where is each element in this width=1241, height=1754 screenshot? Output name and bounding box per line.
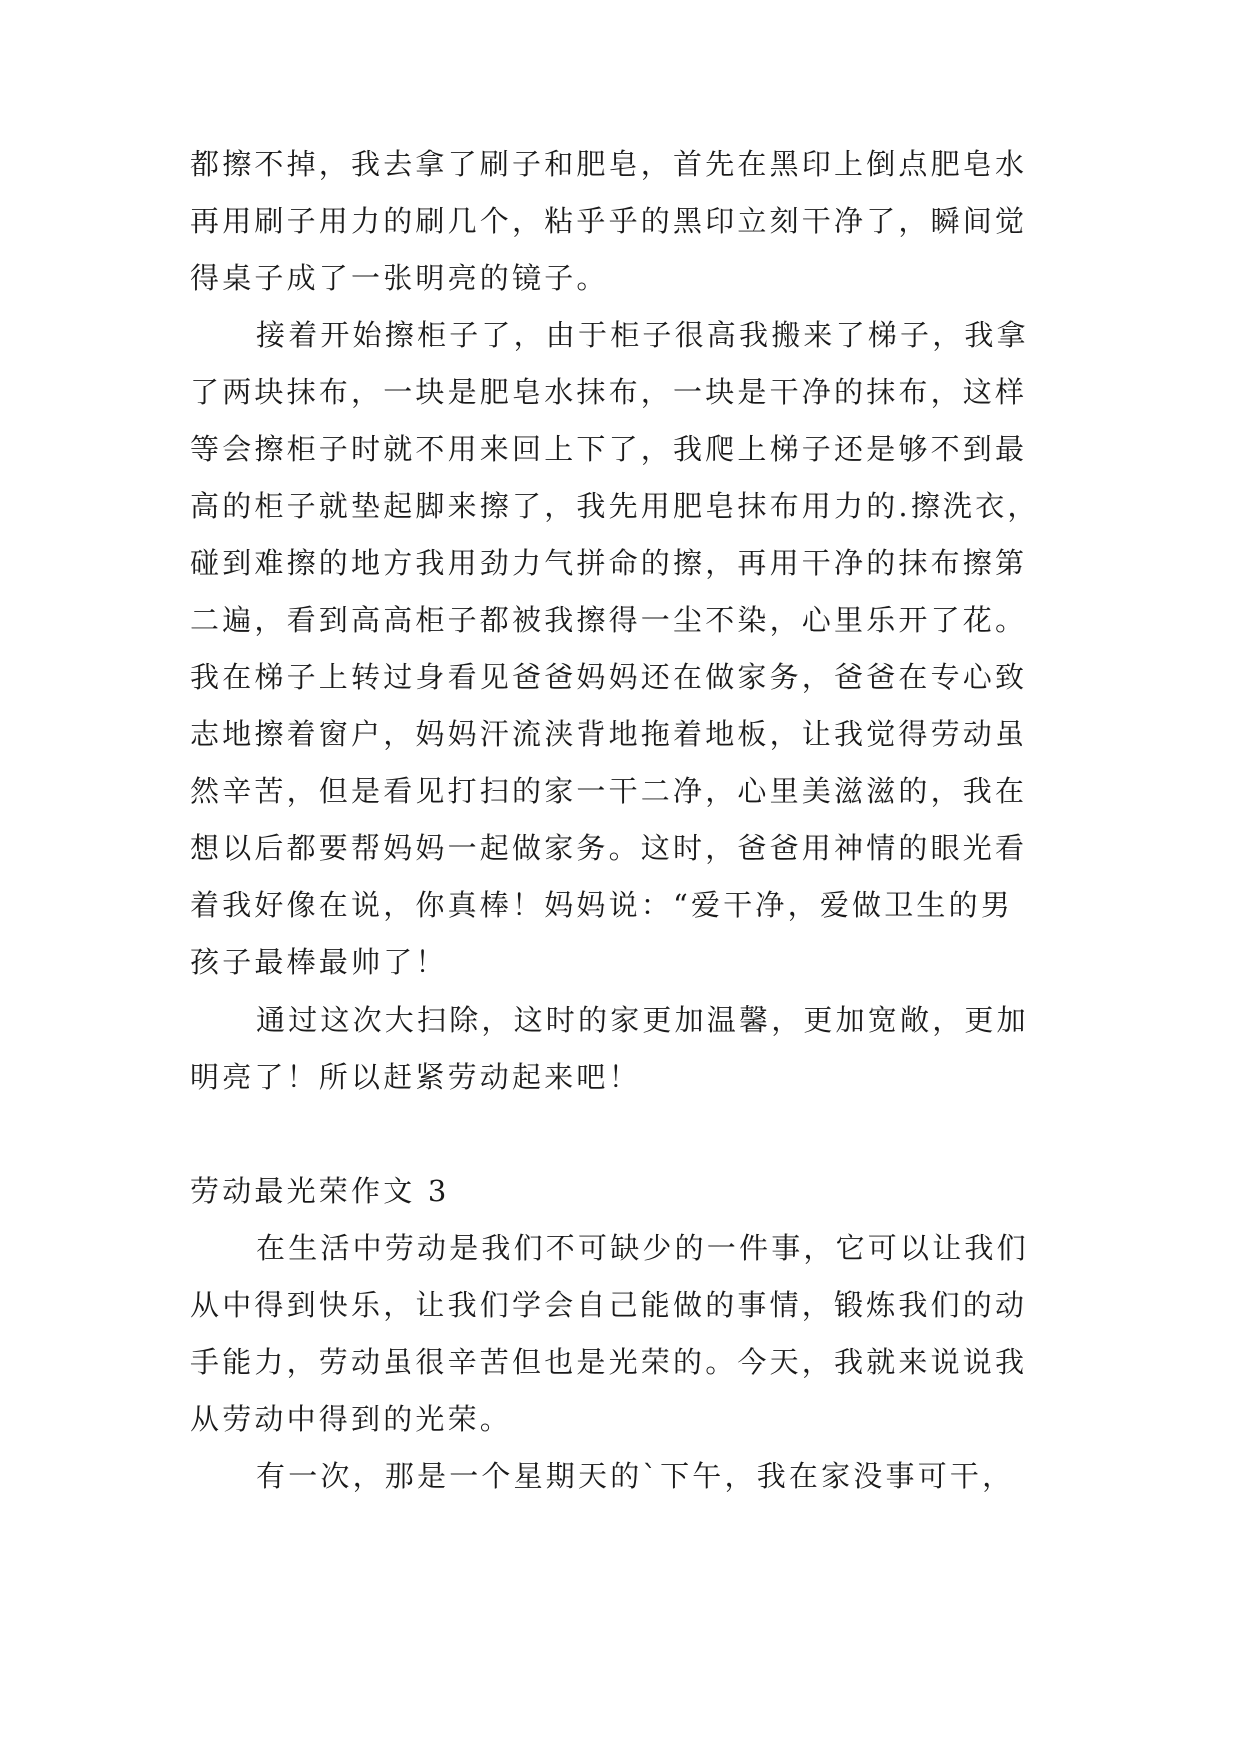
text-line: 了两块抹布，一块是肥皂水抹布，一块是干净的抹布，这样 [190, 375, 1028, 409]
text-line: 想以后都要帮妈妈一起做家务。这时，爸爸用神情的眼光看 [190, 831, 1028, 865]
text-line: 二遍，看到高高柜子都被我擦得一尘不染，心里乐开了花。 [190, 603, 1028, 637]
text-line: 然辛苦，但是看见打扫的家一干二净，心里美滋滋的，我在 [190, 774, 1028, 808]
text-line: 再用刷子用力的刷几个，粘乎乎的黑印立刻干净了，瞬间觉 [190, 204, 1028, 238]
text-line: 我在梯子上转过身看见爸爸妈妈还在做家务，爸爸在专心致 [190, 660, 1028, 694]
text-line: 碰到难擦的地方我用劲力气拼命的擦，再用干净的抹布擦第 [190, 546, 1028, 580]
text-line: 接着开始擦柜子了，由于柜子很高我搬来了梯子，我拿 [256, 318, 1029, 352]
text-line: 从中得到快乐，让我们学会自己能做的事情，锻炼我们的动 [190, 1288, 1028, 1322]
text-line: 手能力，劳动虽很辛苦但也是光荣的。今天，我就来说说我 [190, 1345, 1028, 1379]
section-title: 劳动最光荣作文 3 [190, 1174, 450, 1208]
text-line: 有一次，那是一个星期天的`下午，我在家没事可干， [256, 1459, 1015, 1493]
text-line: 志地擦着窗户，妈妈汗流浃背地拖着地板，让我觉得劳动虽 [190, 717, 1028, 751]
text-line: 通过这次大扫除，这时的家更加温馨，更加宽敞，更加 [256, 1003, 1029, 1037]
text-line: 得桌子成了一张明亮的镜子。 [190, 261, 609, 295]
text-line: 着我好像在说，你真棒！妈妈说：“爱干净，爱做卫生的男 [190, 888, 1014, 922]
text-line: 在生活中劳动是我们不可缺少的一件事，它可以让我们 [256, 1231, 1029, 1265]
text-line: 从劳动中得到的光荣。 [190, 1402, 513, 1436]
text-line: 高的柜子就垫起脚来擦了，我先用肥皂抹布用力的.擦洗衣， [190, 489, 1040, 523]
text-line: 明亮了！所以赶紧劳动起来吧！ [190, 1060, 641, 1094]
text-line: 孩子最棒最帅了！ [190, 945, 448, 979]
text-line: 都擦不掉，我去拿了刷子和肥皂，首先在黑印上倒点肥皂水 [190, 147, 1028, 181]
text-line: 等会擦柜子时就不用来回上下了，我爬上梯子还是够不到最 [190, 432, 1028, 466]
